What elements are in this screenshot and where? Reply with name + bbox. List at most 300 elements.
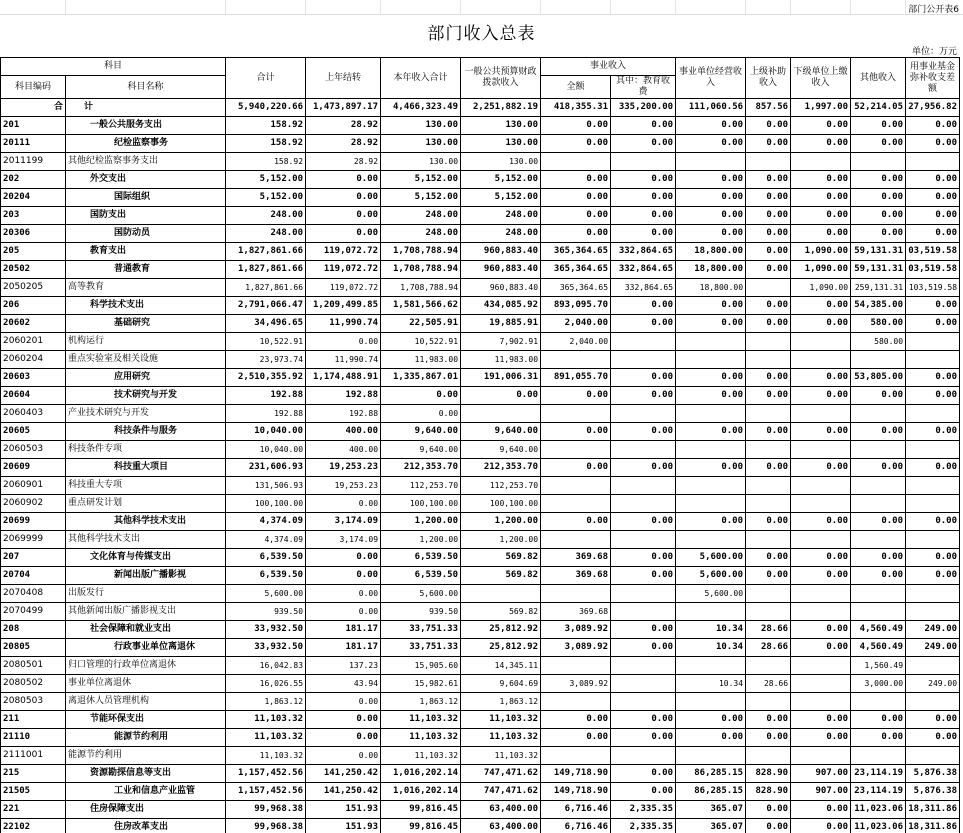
cell-value[interactable]: 747,471.62 (461, 783, 541, 801)
cell-value[interactable] (906, 693, 960, 711)
cell-value[interactable]: 11,983.00 (461, 351, 541, 369)
cell-value[interactable] (791, 603, 851, 621)
cell-value[interactable]: 0.00 (906, 135, 960, 153)
cell-value[interactable]: 0.00 (791, 225, 851, 243)
cell-value[interactable]: 1,016,202.14 (381, 783, 461, 801)
cell-value[interactable]: 0.00 (906, 729, 960, 747)
cell-name[interactable]: 其他纪检监察事务支出 (66, 153, 226, 171)
table-row[interactable] (1, 585, 960, 603)
cell-value[interactable] (746, 657, 791, 675)
cell-value[interactable]: 0.00 (746, 567, 791, 585)
cell-value[interactable]: 6,539.50 (226, 567, 306, 585)
cell-value[interactable]: 6,539.50 (381, 549, 461, 567)
table-row[interactable] (1, 315, 960, 333)
cell-value[interactable] (541, 657, 611, 675)
cell-value[interactable]: 5,876.38 (906, 783, 960, 801)
cell-value[interactable]: 15,905.60 (381, 657, 461, 675)
table-row[interactable] (1, 387, 960, 405)
cell-value[interactable]: 434,085.92 (461, 297, 541, 315)
cell-value[interactable]: 0.00 (611, 117, 676, 135)
cell-value[interactable]: 0.00 (906, 711, 960, 729)
cell-value[interactable]: 5,152.00 (461, 189, 541, 207)
cell-value[interactable]: 99,968.38 (226, 801, 306, 819)
cell-name[interactable]: 科技条件专项 (66, 441, 226, 459)
cell-value[interactable]: 158.92 (226, 153, 306, 171)
cell-value[interactable] (541, 495, 611, 513)
cell-name[interactable]: 住房保障支出 (66, 801, 226, 819)
cell-value[interactable]: 0.00 (611, 459, 676, 477)
cell-name[interactable]: 能源节约利用 (66, 729, 226, 747)
cell-value[interactable]: 18,800.00 (676, 279, 746, 297)
cell-code[interactable]: 21505 (1, 783, 66, 801)
cell-value[interactable] (541, 693, 611, 711)
cell-code[interactable]: 20604 (1, 387, 66, 405)
cell-value[interactable]: 0.00 (906, 513, 960, 531)
cell-value[interactable]: 6,716.46 (541, 801, 611, 819)
cell-value[interactable]: 569.82 (461, 603, 541, 621)
cell-value[interactable] (851, 747, 906, 765)
cell-value[interactable] (791, 531, 851, 549)
cell-value[interactable]: 3,000.00 (851, 675, 906, 693)
cell-value[interactable]: 10,040.00 (226, 423, 306, 441)
cell-value[interactable] (611, 153, 676, 171)
cell-value[interactable]: 0.00 (791, 801, 851, 819)
cell-value[interactable]: 5,600.00 (676, 549, 746, 567)
cell-value[interactable]: 6,539.50 (381, 567, 461, 585)
cell-value[interactable]: 54,385.00 (851, 297, 906, 315)
cell-value[interactable]: 181.17 (306, 621, 381, 639)
cell-value[interactable]: 28.92 (306, 117, 381, 135)
cell-value[interactable]: 0.00 (746, 387, 791, 405)
cell-value[interactable]: 0.00 (791, 117, 851, 135)
cell-value[interactable]: 1,863.12 (461, 693, 541, 711)
cell-value[interactable] (746, 693, 791, 711)
cell-value[interactable]: 365,364.65 (541, 243, 611, 261)
cell-value[interactable] (541, 477, 611, 495)
cell-value[interactable] (746, 279, 791, 297)
cell-value[interactable]: 0.00 (746, 549, 791, 567)
cell-value[interactable]: 0.00 (611, 315, 676, 333)
cell-value[interactable]: 4,374.09 (226, 513, 306, 531)
cell-name[interactable]: 一般公共服务支出 (66, 117, 226, 135)
cell-value[interactable]: 5,152.00 (226, 171, 306, 189)
cell-value[interactable]: 63,400.00 (461, 801, 541, 819)
cell-value[interactable]: 52,214.05 (851, 99, 906, 117)
cell-name[interactable]: 国防支出 (66, 207, 226, 225)
cell-value[interactable]: 1,473,897.17 (306, 99, 381, 117)
cell-value[interactable]: 365,364.65 (541, 279, 611, 297)
cell-value[interactable]: 212,353.70 (381, 459, 461, 477)
cell-value[interactable]: 5,600.00 (676, 585, 746, 603)
cell-value[interactable]: 1,827,861.66 (226, 243, 306, 261)
cell-value[interactable]: 1,708,788.94 (381, 279, 461, 297)
cell-value[interactable]: 33,751.33 (381, 621, 461, 639)
cell-name[interactable]: 文化体育与传媒支出 (66, 549, 226, 567)
cell-value[interactable]: 0.00 (611, 369, 676, 387)
cell-value[interactable] (791, 477, 851, 495)
cell-value[interactable] (851, 477, 906, 495)
cell-name[interactable]: 基础研究 (66, 315, 226, 333)
cell-code[interactable]: 201 (1, 117, 66, 135)
cell-value[interactable]: 0.00 (306, 747, 381, 765)
cell-name[interactable]: 归口管理的行政单位离退休 (66, 657, 226, 675)
cell-value[interactable]: 0.00 (611, 189, 676, 207)
cell-value[interactable]: 3,089.92 (541, 675, 611, 693)
cell-value[interactable]: 1,863.12 (226, 693, 306, 711)
cell-value[interactable] (541, 351, 611, 369)
cell-value[interactable]: 19,253.23 (306, 477, 381, 495)
cell-value[interactable]: 100,100.00 (226, 495, 306, 513)
cell-name[interactable]: 事业单位离退休 (66, 675, 226, 693)
cell-name[interactable]: 能源节约利用 (66, 747, 226, 765)
cell-value[interactable]: 960,883.40 (461, 279, 541, 297)
cell-name[interactable]: 计 (66, 99, 226, 117)
cell-value[interactable]: 0.00 (791, 639, 851, 657)
table-row[interactable] (1, 459, 960, 477)
cell-value[interactable]: 3,089.92 (541, 621, 611, 639)
cell-value[interactable]: 0.00 (541, 207, 611, 225)
cell-code[interactable]: 2070408 (1, 585, 66, 603)
cell-value[interactable]: 28.92 (306, 135, 381, 153)
cell-value[interactable]: 23,114.19 (851, 783, 906, 801)
cell-code[interactable]: 2060403 (1, 405, 66, 423)
table-row[interactable] (1, 297, 960, 315)
cell-value[interactable]: 0.00 (791, 387, 851, 405)
cell-value[interactable]: 6,716.46 (541, 819, 611, 833)
cell-value[interactable]: 369.68 (541, 549, 611, 567)
cell-value[interactable]: 0.00 (306, 333, 381, 351)
cell-value[interactable]: 158.92 (226, 135, 306, 153)
cell-value[interactable]: 33,751.33 (381, 639, 461, 657)
cell-value[interactable]: 939.50 (226, 603, 306, 621)
cell-value[interactable]: 0.00 (381, 387, 461, 405)
cell-value[interactable] (746, 585, 791, 603)
cell-code[interactable]: 20502 (1, 261, 66, 279)
cell-name[interactable]: 普通教育 (66, 261, 226, 279)
cell-value[interactable]: 0.00 (746, 513, 791, 531)
cell-value[interactable]: 1,581,566.62 (381, 297, 461, 315)
cell-code[interactable]: 203 (1, 207, 66, 225)
cell-value[interactable]: 907.00 (791, 783, 851, 801)
cell-value[interactable]: 0.00 (851, 711, 906, 729)
cell-code[interactable]: 合 (1, 99, 66, 117)
cell-value[interactable] (851, 153, 906, 171)
cell-value[interactable]: 0.00 (851, 171, 906, 189)
cell-value[interactable]: 0.00 (676, 423, 746, 441)
cell-value[interactable]: 0.00 (851, 225, 906, 243)
cell-value[interactable]: 0.00 (541, 729, 611, 747)
cell-value[interactable] (676, 603, 746, 621)
cell-value[interactable]: 0.00 (791, 315, 851, 333)
cell-name[interactable]: 资源勘探信息等支出 (66, 765, 226, 783)
cell-value[interactable]: 212,353.70 (461, 459, 541, 477)
cell-value[interactable]: 28.92 (306, 153, 381, 171)
cell-name[interactable]: 纪检监察事务 (66, 135, 226, 153)
cell-value[interactable]: 0.00 (791, 513, 851, 531)
cell-value[interactable]: 100,100.00 (381, 495, 461, 513)
cell-value[interactable]: 0.00 (746, 423, 791, 441)
cell-value[interactable]: 0.00 (306, 549, 381, 567)
table-row[interactable] (1, 279, 960, 297)
cell-value[interactable] (906, 153, 960, 171)
cell-value[interactable] (851, 585, 906, 603)
cell-value[interactable]: 25,812.92 (461, 621, 541, 639)
cell-value[interactable]: 1,827,861.66 (226, 279, 306, 297)
cell-value[interactable]: 130.00 (381, 117, 461, 135)
cell-value[interactable]: 0.00 (851, 423, 906, 441)
cell-value[interactable]: 0.00 (676, 711, 746, 729)
cell-value[interactable]: 112,253.70 (461, 477, 541, 495)
cell-value[interactable]: 0.00 (851, 567, 906, 585)
cell-value[interactable]: 11,103.32 (461, 711, 541, 729)
table-row[interactable] (1, 621, 960, 639)
cell-value[interactable] (851, 603, 906, 621)
cell-value[interactable]: 100,100.00 (461, 495, 541, 513)
cell-value[interactable]: 580.00 (851, 315, 906, 333)
cell-value[interactable]: 1,827,861.66 (226, 261, 306, 279)
cell-value[interactable] (851, 531, 906, 549)
cell-value[interactable]: 5,600.00 (676, 567, 746, 585)
cell-value[interactable]: 0.00 (791, 189, 851, 207)
cell-value[interactable]: 0.00 (306, 567, 381, 585)
cell-value[interactable] (676, 495, 746, 513)
cell-value[interactable] (906, 531, 960, 549)
cell-name[interactable]: 高等教育 (66, 279, 226, 297)
cell-value[interactable]: 11,023.06 (851, 801, 906, 819)
cell-value[interactable]: 0.00 (541, 513, 611, 531)
cell-value[interactable]: 248.00 (381, 225, 461, 243)
cell-value[interactable]: 0.00 (746, 261, 791, 279)
cell-value[interactable]: 192.88 (226, 405, 306, 423)
cell-value[interactable]: 0.00 (746, 117, 791, 135)
cell-value[interactable]: 0.00 (791, 729, 851, 747)
table-row[interactable] (1, 423, 960, 441)
cell-value[interactable]: 1,560.49 (851, 657, 906, 675)
cell-value[interactable]: 0.00 (791, 621, 851, 639)
table-row[interactable] (1, 477, 960, 495)
cell-value[interactable]: 9,604.69 (461, 675, 541, 693)
cell-value[interactable]: 1,200.00 (381, 513, 461, 531)
cell-value[interactable] (791, 441, 851, 459)
cell-value[interactable]: 4,374.09 (226, 531, 306, 549)
cell-value[interactable]: 1,708,788.94 (381, 261, 461, 279)
cell-value[interactable]: 1,157,452.56 (226, 783, 306, 801)
cell-value[interactable]: 0.00 (746, 459, 791, 477)
cell-value[interactable]: 11,023.06 (851, 819, 906, 833)
cell-value[interactable]: 0.00 (906, 459, 960, 477)
cell-value[interactable]: 0.00 (306, 171, 381, 189)
cell-value[interactable] (791, 675, 851, 693)
cell-value[interactable]: 0.00 (906, 207, 960, 225)
cell-value[interactable]: 181.17 (306, 639, 381, 657)
cell-value[interactable]: 9,640.00 (381, 423, 461, 441)
cell-value[interactable]: 23,973.74 (226, 351, 306, 369)
cell-value[interactable]: 0.00 (611, 765, 676, 783)
cell-value[interactable] (746, 747, 791, 765)
cell-code[interactable]: 2060503 (1, 441, 66, 459)
cell-value[interactable]: 5,152.00 (461, 171, 541, 189)
cell-name[interactable]: 社会保障和就业支出 (66, 621, 226, 639)
cell-value[interactable] (906, 657, 960, 675)
cell-value[interactable]: 4,560.49 (851, 639, 906, 657)
cell-value[interactable]: 19,885.91 (461, 315, 541, 333)
cell-value[interactable] (791, 693, 851, 711)
cell-value[interactable]: 2,791,066.47 (226, 297, 306, 315)
cell-value[interactable]: 4,560.49 (851, 621, 906, 639)
cell-value[interactable]: 0.00 (306, 585, 381, 603)
cell-value[interactable] (851, 405, 906, 423)
cell-value[interactable] (541, 531, 611, 549)
table-row[interactable] (1, 261, 960, 279)
cell-value[interactable] (611, 531, 676, 549)
table-row[interactable] (1, 225, 960, 243)
cell-value[interactable]: 5,876.38 (906, 765, 960, 783)
cell-value[interactable]: 0.00 (746, 225, 791, 243)
cell-value[interactable]: 19,253.23 (306, 459, 381, 477)
cell-value[interactable]: 0.00 (746, 135, 791, 153)
cell-value[interactable] (746, 441, 791, 459)
cell-value[interactable]: 0.00 (381, 405, 461, 423)
cell-value[interactable]: 335,200.00 (611, 99, 676, 117)
table-row[interactable] (1, 531, 960, 549)
cell-value[interactable]: 0.00 (541, 711, 611, 729)
cell-value[interactable] (676, 693, 746, 711)
cell-value[interactable]: 0.00 (611, 783, 676, 801)
cell-value[interactable] (791, 405, 851, 423)
cell-value[interactable]: 34,496.65 (226, 315, 306, 333)
cell-value[interactable]: 0.00 (906, 171, 960, 189)
cell-value[interactable]: 259,131.31 (851, 279, 906, 297)
cell-code[interactable]: 2080503 (1, 693, 66, 711)
cell-value[interactable]: 18,800.00 (676, 261, 746, 279)
cell-value[interactable]: 3,174.09 (306, 531, 381, 549)
cell-value[interactable] (746, 351, 791, 369)
cell-code[interactable]: 20603 (1, 369, 66, 387)
cell-code[interactable]: 207 (1, 549, 66, 567)
cell-value[interactable]: 0.00 (746, 369, 791, 387)
cell-value[interactable]: 0.00 (611, 207, 676, 225)
cell-value[interactable]: 5,152.00 (226, 189, 306, 207)
cell-value[interactable]: 0.00 (906, 567, 960, 585)
cell-value[interactable]: 7,902.91 (461, 333, 541, 351)
table-row[interactable] (1, 207, 960, 225)
cell-value[interactable]: 0.00 (306, 729, 381, 747)
cell-name[interactable]: 新闻出版广播影视 (66, 567, 226, 585)
cell-value[interactable]: 0.00 (851, 549, 906, 567)
cell-value[interactable] (791, 657, 851, 675)
cell-value[interactable]: 25,812.92 (461, 639, 541, 657)
cell-value[interactable]: 99,816.45 (381, 819, 461, 833)
cell-value[interactable]: 6,539.50 (226, 549, 306, 567)
cell-code[interactable]: 2070499 (1, 603, 66, 621)
cell-value[interactable]: 192.88 (226, 387, 306, 405)
cell-value[interactable]: 0.00 (611, 711, 676, 729)
cell-value[interactable]: 0.00 (676, 387, 746, 405)
cell-value[interactable]: 11,103.32 (461, 747, 541, 765)
cell-value[interactable]: 0.00 (791, 297, 851, 315)
cell-code[interactable]: 21110 (1, 729, 66, 747)
cell-value[interactable]: 03,519.58 (906, 243, 960, 261)
cell-value[interactable]: 0.00 (611, 729, 676, 747)
cell-value[interactable]: 0.00 (791, 819, 851, 833)
cell-value[interactable]: 0.00 (306, 189, 381, 207)
cell-value[interactable]: 9,640.00 (461, 423, 541, 441)
table-row[interactable] (1, 441, 960, 459)
cell-value[interactable] (676, 153, 746, 171)
cell-value[interactable] (906, 747, 960, 765)
cell-value[interactable]: 33,932.50 (226, 621, 306, 639)
cell-value[interactable]: 0.00 (676, 297, 746, 315)
cell-value[interactable]: 0.00 (906, 369, 960, 387)
cell-value[interactable] (746, 405, 791, 423)
cell-value[interactable]: 248.00 (226, 207, 306, 225)
cell-value[interactable]: 11,990.74 (306, 351, 381, 369)
cell-value[interactable]: 369.68 (541, 603, 611, 621)
cell-name[interactable]: 重点实验室及相关设施 (66, 351, 226, 369)
cell-name[interactable]: 外交支出 (66, 171, 226, 189)
cell-value[interactable] (746, 495, 791, 513)
cell-value[interactable]: 0.00 (306, 207, 381, 225)
table-row[interactable] (1, 513, 960, 531)
table-row[interactable] (1, 783, 960, 801)
cell-value[interactable]: 151.93 (306, 801, 381, 819)
cell-value[interactable]: 960,883.40 (461, 261, 541, 279)
table-row[interactable] (1, 729, 960, 747)
cell-value[interactable] (746, 477, 791, 495)
cell-value[interactable]: 11,103.32 (381, 729, 461, 747)
cell-value[interactable]: 332,864.65 (611, 279, 676, 297)
cell-code[interactable]: 20204 (1, 189, 66, 207)
cell-value[interactable]: 857.56 (746, 99, 791, 117)
cell-value[interactable]: 332,864.65 (611, 261, 676, 279)
cell-code[interactable]: 208 (1, 621, 66, 639)
cell-value[interactable]: 249.00 (906, 621, 960, 639)
cell-value[interactable]: 1,090.00 (791, 261, 851, 279)
cell-value[interactable]: 0.00 (306, 693, 381, 711)
cell-value[interactable]: 103,519.58 (906, 279, 960, 297)
cell-value[interactable]: 332,864.65 (611, 243, 676, 261)
cell-value[interactable]: 18,800.00 (676, 243, 746, 261)
cell-value[interactable]: 5,152.00 (381, 189, 461, 207)
cell-code[interactable]: 202 (1, 171, 66, 189)
cell-value[interactable]: 9,640.00 (461, 441, 541, 459)
cell-value[interactable]: 0.00 (306, 711, 381, 729)
cell-value[interactable]: 0.00 (676, 729, 746, 747)
cell-code[interactable]: 205 (1, 243, 66, 261)
table-row[interactable] (1, 567, 960, 585)
cell-value[interactable] (851, 441, 906, 459)
cell-value[interactable]: 63,400.00 (461, 819, 541, 833)
cell-value[interactable]: 158.92 (226, 117, 306, 135)
cell-value[interactable]: 0.00 (906, 315, 960, 333)
cell-value[interactable] (611, 657, 676, 675)
cell-value[interactable]: 0.00 (676, 369, 746, 387)
cell-code[interactable]: 2111001 (1, 747, 66, 765)
cell-value[interactable]: 10,522.91 (381, 333, 461, 351)
cell-value[interactable]: 0.00 (611, 567, 676, 585)
cell-value[interactable]: 249.00 (906, 639, 960, 657)
cell-value[interactable]: 0.00 (906, 387, 960, 405)
cell-value[interactable]: 569.82 (461, 567, 541, 585)
table-row[interactable] (1, 675, 960, 693)
table-row[interactable] (1, 495, 960, 513)
cell-value[interactable]: 747,471.62 (461, 765, 541, 783)
cell-value[interactable]: 0.00 (746, 819, 791, 833)
cell-value[interactable]: 5,600.00 (226, 585, 306, 603)
cell-value[interactable] (541, 585, 611, 603)
cell-value[interactable] (906, 585, 960, 603)
cell-value[interactable]: 365,364.65 (541, 261, 611, 279)
